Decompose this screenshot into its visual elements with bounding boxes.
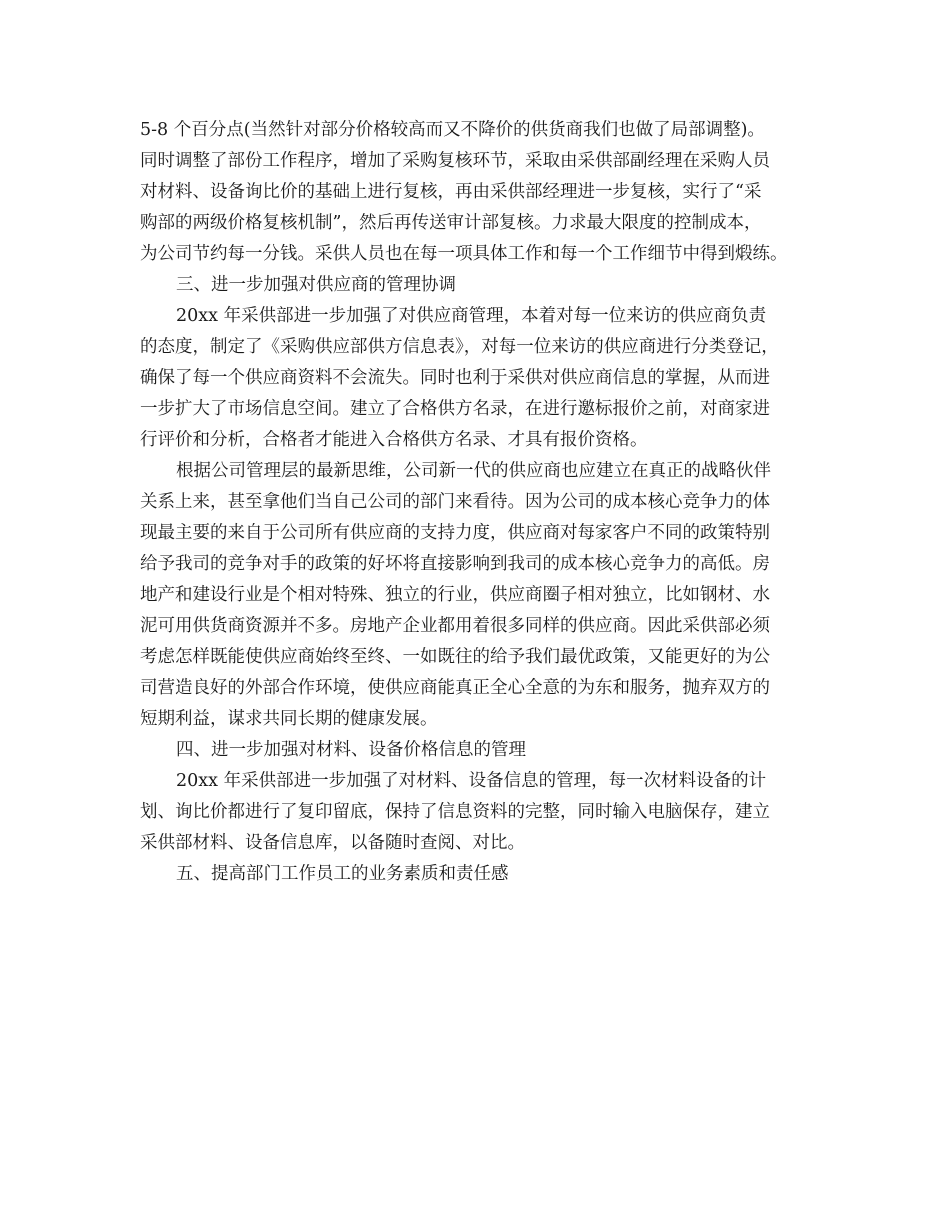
text-line: 划、询比价都进行了复印留底，保持了信息资料的完整，同时输入电脑保存，建立 <box>140 802 770 822</box>
text-line: 短期利益，谋求共同长期的健康发展。 <box>140 709 438 729</box>
text-line: 泥可用供货商资源并不多。房地产企业都用着很多同样的供应商。因此采供部必须 <box>140 616 770 636</box>
section-heading: 三、进一步加强对供应商的管理协调 <box>176 275 456 295</box>
text-line: 5-8 个百分点(当然针对部分价格较高而又不降价的供货商我们也做了局部调整)。 <box>140 120 765 140</box>
text-line: 为公司节约每一分钱。采供人员也在每一项具体工作和每一个工作细节中得到煅练。 <box>140 244 788 264</box>
text-line: 行评价和分析，合格者才能进入合格供方名录、才具有报价资格。 <box>140 430 648 450</box>
paragraph-first-line: 20xx 年采供部进一步加强了对供应商管理，本着对每一位来访的供应商负责 <box>176 306 767 326</box>
text-line: 司营造良好的外部合作环境，使供应商能真正全心全意的为东和服务，抛弃双方的 <box>140 678 770 698</box>
text-line: 考虑怎样既能使供应商始终至终、一如既往的给予我们最优政策，又能更好的为公 <box>140 647 770 667</box>
paragraph-first-line: 20xx 年采供部进一步加强了对材料、设备信息的管理，每一次材料设备的计 <box>176 771 767 791</box>
text-line: 的态度，制定了《采购供应部供方信息表》，对每一位来访的供应商进行分类登记， <box>140 337 779 357</box>
text-line: 现最主要的来自于公司所有供应商的支持力度，供应商对每家客户不同的政策特别 <box>140 523 770 543</box>
text-line: 同时调整了部份工作程序，增加了采购复核环节，采取由采供部副经理在采购人员 <box>140 151 770 171</box>
section-heading: 四、进一步加强对材料、设备价格信息的管理 <box>176 740 526 760</box>
text-line: 购部的两级价格复核机制”，然后再传送审计部复核。力求最大限度的控制成本， <box>140 213 762 233</box>
paragraph-first-line: 根据公司管理层的最新思维，公司新一代的供应商也应建立在真正的战略伙伴 <box>176 461 771 481</box>
document-body <box>140 115 820 890</box>
text-line: 对材料、设备询比价的基础上进行复核，再由采供部经理进一步复核，实行了“采 <box>140 182 762 202</box>
text-line: 确保了每一个供应商资料不会流失。同时也利于采供对供应商信息的掌握，从而进 <box>140 368 770 388</box>
text-line: 采供部材料、设备信息库，以备随时查阅、对比。 <box>140 833 525 853</box>
text-line: 给予我司的竞争对手的政策的好坏将直接影响到我司的成本核心竞争力的高低。房 <box>140 554 770 574</box>
text-line: 一步扩大了市场信息空间。建立了合格供方名录，在进行邀标报价之前，对商家进 <box>140 399 770 419</box>
text-line: 关系上来，甚至拿他们当自己公司的部门来看待。因为公司的成本核心竞争力的体 <box>140 492 770 512</box>
text-line: 地产和建设行业是个相对特殊、独立的行业，供应商圈子相对独立，比如钢材、水 <box>140 585 770 605</box>
section-heading: 五、提高部门工作员工的业务素质和责任感 <box>176 864 509 884</box>
